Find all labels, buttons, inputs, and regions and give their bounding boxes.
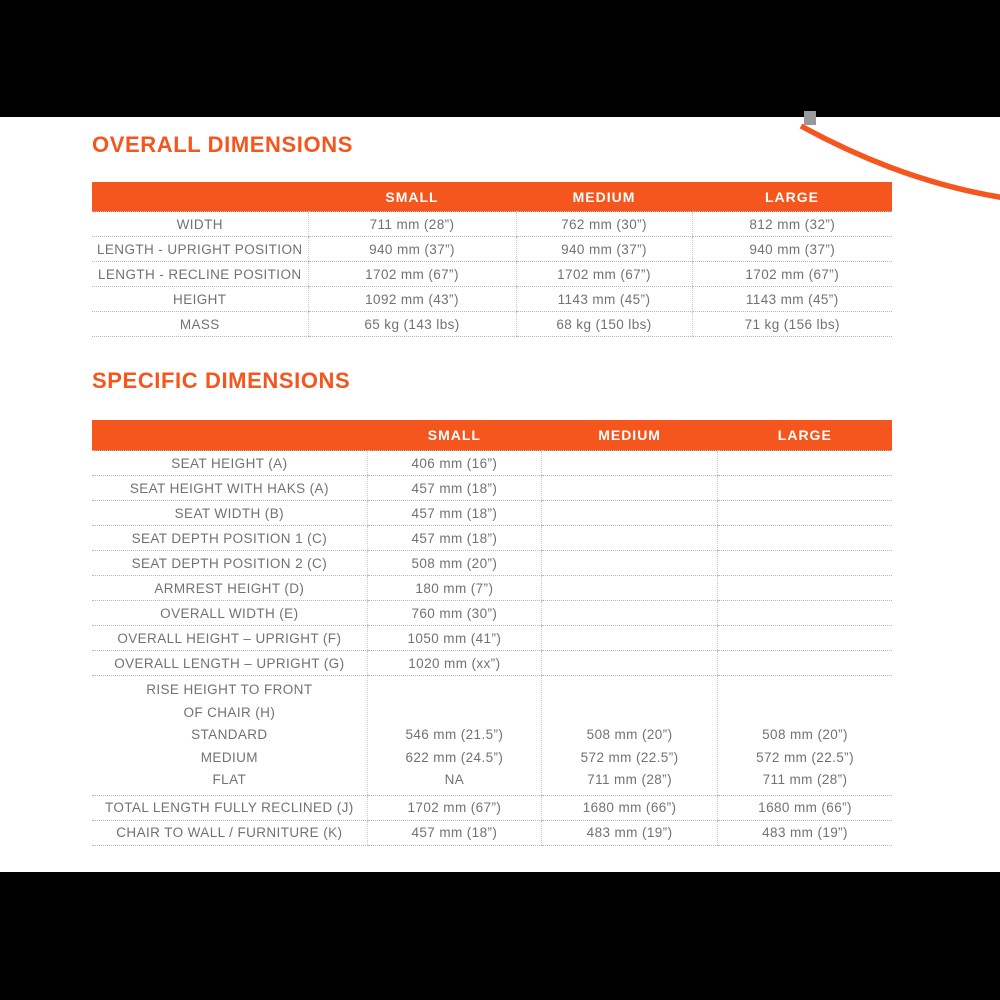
row-label: OVERALL LENGTH – UPRIGHT (G) [92, 651, 367, 676]
value-cell [718, 576, 892, 601]
group-value-cell [367, 676, 541, 796]
value-cell: 457 mm (18”) [367, 476, 541, 501]
group-value-spacer [722, 702, 888, 725]
row-label: OVERALL HEIGHT – UPRIGHT (F) [92, 626, 367, 651]
row-label: LENGTH - RECLINE POSITION [92, 262, 308, 287]
table-row [92, 576, 892, 601]
value-cell: 406 mm (16”) [367, 451, 541, 476]
group-value-cell [718, 676, 892, 796]
value-cell [542, 526, 718, 551]
header-row [92, 182, 892, 212]
table-row [92, 237, 892, 262]
value-cell: 940 mm (37”) [692, 237, 892, 262]
table-row [92, 312, 892, 337]
column-header-medium: MEDIUM [516, 182, 692, 212]
group-value-spacer [546, 679, 713, 702]
value-cell: 1702 mm (67”) [692, 262, 892, 287]
value-cell: 457 mm (18”) [367, 501, 541, 526]
value-cell [542, 501, 718, 526]
table-row [92, 501, 892, 526]
table-row [92, 551, 892, 576]
value-cell [718, 526, 892, 551]
value-cell: 65 kg (143 lbs) [308, 312, 516, 337]
value-cell [542, 626, 718, 651]
specific-dimensions-title: SPECIFIC DIMENSIONS [92, 368, 351, 393]
table-row [92, 212, 892, 237]
table-row [92, 601, 892, 626]
group-value-cell [542, 676, 718, 796]
spec-sheet-page [0, 117, 1000, 872]
group-value: 508 mm (20”) [586, 727, 673, 743]
value-cell [718, 601, 892, 626]
value-cell: 1143 mm (45”) [692, 287, 892, 312]
group-value-spacer [372, 679, 537, 702]
row-label: TOTAL LENGTH FULLY RECLINED (J) [92, 795, 367, 820]
table-row [92, 262, 892, 287]
table-row [92, 676, 892, 796]
value-cell: 508 mm (20”) [367, 551, 541, 576]
value-cell: 760 mm (30”) [367, 601, 541, 626]
value-cell [718, 651, 892, 676]
row-label: WIDTH [92, 212, 308, 237]
value-cell: 940 mm (37”) [308, 237, 516, 262]
table-row [92, 651, 892, 676]
value-cell [718, 501, 892, 526]
table-row [92, 287, 892, 312]
row-label: LENGTH - UPRIGHT POSITION [92, 237, 308, 262]
group-value-spacer [372, 702, 537, 725]
row-label: SEAT DEPTH POSITION 1 (C) [92, 526, 367, 551]
value-cell: 457 mm (18”) [367, 820, 541, 845]
specific-dimensions-table [92, 420, 892, 846]
row-label: SEAT HEIGHT WITH HAKS (A) [92, 476, 367, 501]
value-cell [542, 601, 718, 626]
table-row [92, 795, 892, 820]
row-label: HEIGHT [92, 287, 308, 312]
value-cell [718, 451, 892, 476]
row-label: CHAIR TO WALL / FURNITURE (K) [92, 820, 367, 845]
header-spacer [92, 182, 308, 212]
group-sub-label: FLAT [212, 772, 247, 788]
group-value: 711 mm (28”) [587, 772, 672, 788]
group-value: 622 mm (24.5”) [405, 749, 504, 765]
row-label: MASS [92, 312, 308, 337]
value-cell: 1702 mm (67”) [308, 262, 516, 287]
group-value: 546 mm (21.5”) [405, 727, 504, 743]
table-row [92, 451, 892, 476]
group-value: 508 mm (20”) [762, 727, 848, 743]
value-cell: 180 mm (7”) [367, 576, 541, 601]
table-row [92, 526, 892, 551]
row-label: SEAT HEIGHT (A) [92, 451, 367, 476]
value-cell: 812 mm (32”) [692, 212, 892, 237]
row-label: SEAT DEPTH POSITION 2 (C) [92, 551, 367, 576]
row-label: OVERALL WIDTH (E) [92, 601, 367, 626]
table-row [92, 626, 892, 651]
value-cell: 1020 mm (xx”) [367, 651, 541, 676]
group-value: 572 mm (22.5”) [756, 749, 854, 765]
value-cell: 1680 mm (66”) [718, 795, 892, 820]
overall-dimensions-table [92, 182, 892, 337]
header-row [92, 420, 892, 451]
column-header-large: LARGE [718, 420, 892, 451]
group-sub-label: STANDARD [191, 727, 268, 743]
overall-dimensions-title: OVERALL DIMENSIONS [92, 132, 353, 157]
value-cell: 1702 mm (67”) [367, 795, 541, 820]
value-cell: 1143 mm (45”) [516, 287, 692, 312]
table-row [92, 476, 892, 501]
column-header-small: SMALL [308, 182, 516, 212]
column-header-medium: MEDIUM [542, 420, 718, 451]
group-value-spacer [722, 679, 888, 702]
value-cell [718, 476, 892, 501]
value-cell: 1680 mm (66”) [542, 795, 718, 820]
value-cell [542, 576, 718, 601]
value-cell: 1702 mm (67”) [516, 262, 692, 287]
value-cell: 457 mm (18”) [367, 526, 541, 551]
group-sub-label: MEDIUM [200, 749, 258, 765]
column-header-small: SMALL [367, 420, 541, 451]
row-label: ARMREST HEIGHT (D) [92, 576, 367, 601]
group-intro-line: OF CHAIR (H) [183, 704, 276, 720]
value-cell [542, 476, 718, 501]
group-value: 572 mm (22.5”) [580, 749, 679, 765]
value-cell [718, 626, 892, 651]
value-cell [542, 451, 718, 476]
group-intro-line: RISE HEIGHT TO FRONT [146, 682, 313, 697]
row-label-group [92, 676, 367, 796]
value-cell: 483 mm (19”) [718, 820, 892, 845]
value-cell [542, 651, 718, 676]
value-cell [542, 551, 718, 576]
value-cell: 483 mm (19”) [542, 820, 718, 845]
row-label: SEAT WIDTH (B) [92, 501, 367, 526]
group-value: 711 mm (28”) [762, 772, 848, 788]
gray-notch [804, 111, 816, 125]
group-value: NA [444, 772, 465, 788]
column-header-large: LARGE [692, 182, 892, 212]
group-value-spacer [546, 702, 713, 725]
value-cell: 940 mm (37”) [516, 237, 692, 262]
value-cell: 1092 mm (43”) [308, 287, 516, 312]
table-row [92, 820, 892, 845]
value-cell: 1050 mm (41”) [367, 626, 541, 651]
header-spacer [92, 420, 367, 451]
value-cell: 71 kg (156 lbs) [692, 312, 892, 337]
value-cell [718, 551, 892, 576]
value-cell: 762 mm (30”) [516, 212, 692, 237]
value-cell: 68 kg (150 lbs) [516, 312, 692, 337]
value-cell: 711 mm (28”) [308, 212, 516, 237]
